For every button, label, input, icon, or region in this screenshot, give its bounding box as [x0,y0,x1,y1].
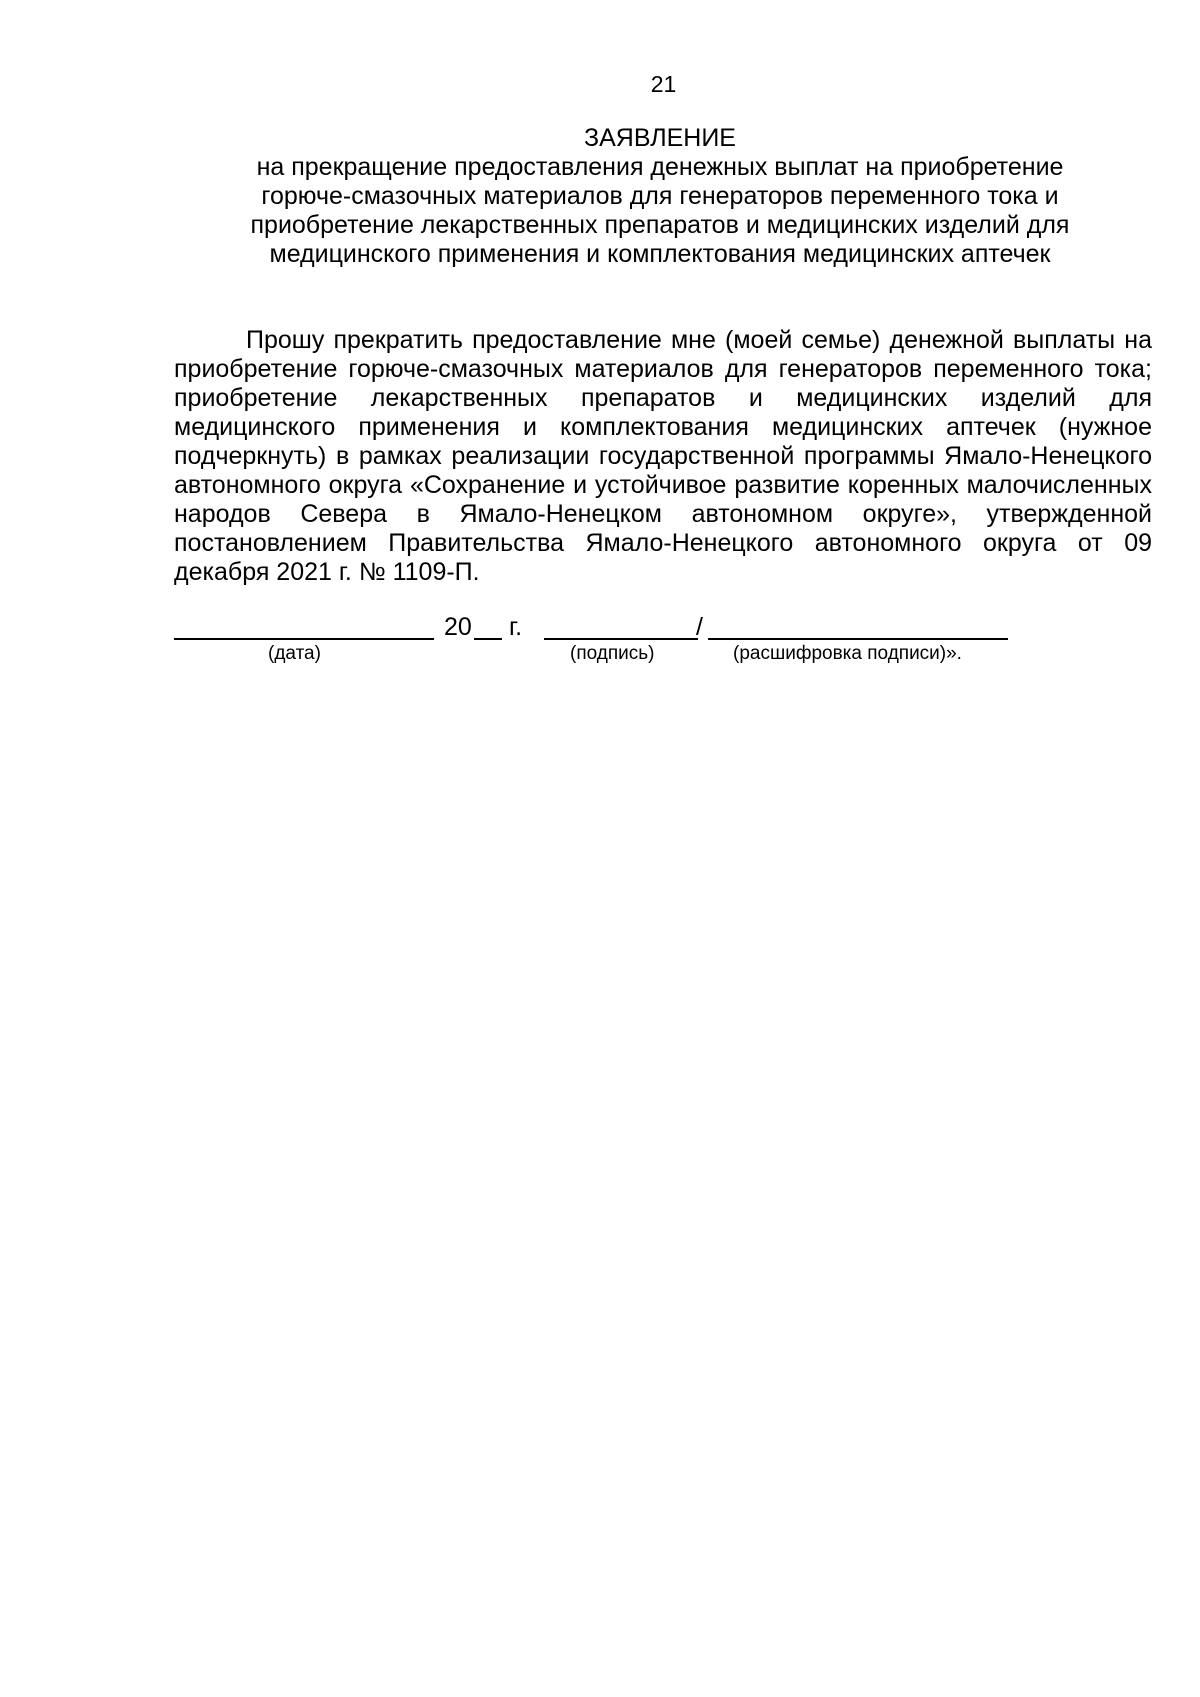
date-caption: (дата) [268,643,321,664]
signature-separator: / [696,613,703,641]
signature-caption: (подпись) [570,643,655,664]
signature-blank-field[interactable] [544,612,698,640]
page-number: 21 [650,71,677,97]
signature-block [174,612,1014,644]
signature-decoding-caption: (расшифровка подписи)». [733,643,962,664]
signature-decoding-blank-field[interactable] [708,612,1008,640]
document-heading [160,124,1160,269]
document-title: ЗАЯВЛЕНИЕ [583,124,736,152]
date-blank-field[interactable] [174,612,434,640]
year-blank-field[interactable] [474,612,502,640]
year-suffix: г. [509,613,523,641]
document-subtitle: на прекращение предоставления денежных выплат на приобретение горюче-смазочных материалов для генераторов переменного тока и приобретение лекарственных препаратов и медицинских изделий для медицинского применения и комплектования медицинских аптечек [250,153,1070,268]
year-prefix: 20 [444,613,472,641]
application-body-text: Прошу прекратить предоставление мне (моей семье) денежной выплаты на приобретение горюче-смазочных материалов для генераторов переменного тока; приобретение лекарственных препаратов и медицинских изделий для медицинского применения и комплектования медицинских аптечек (нужное подчеркнуть) в рамках реализации государственной программы Ямало-Ненецкого автономного округа «Сохранение и устойчивое развитие коренных малочисленных народов Севера в Ямало-Ненецком автономном округе», утвержденной постановлением Правительства Ямало-Ненецкого автономного округа от 09 декабря 2021 г. № 1109-П. [174,326,1152,586]
